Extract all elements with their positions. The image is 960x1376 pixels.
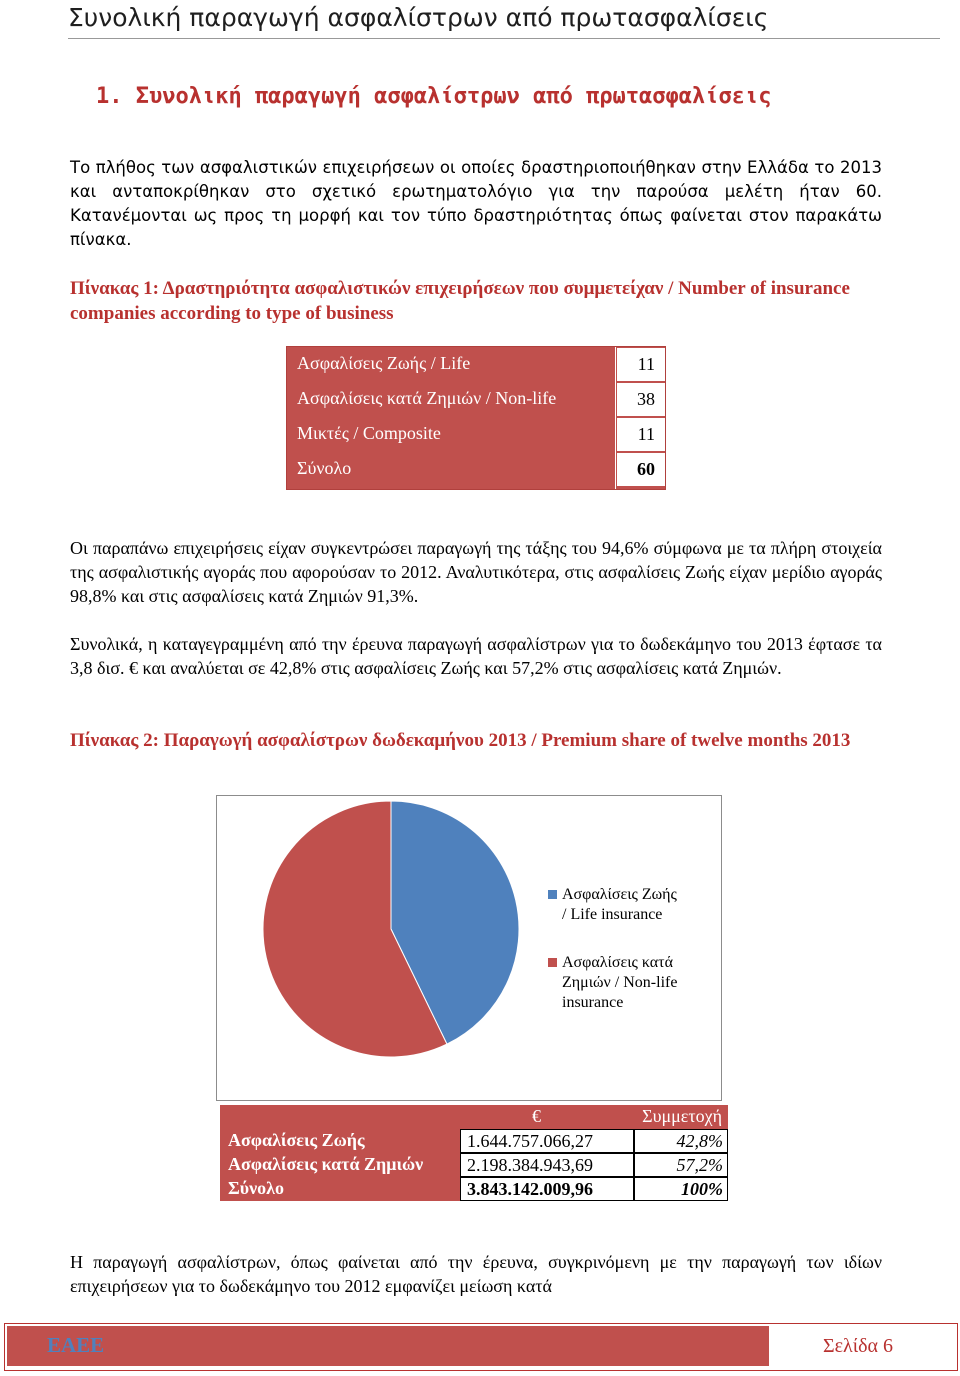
table2-header-currency: € (532, 1106, 541, 1126)
table2-header (220, 1105, 728, 1131)
table2-row-share: 42,8% (676, 1131, 723, 1151)
footer-page-number: Σελίδα 6 (822, 1335, 893, 1357)
footer-brand: ΕΑΕΕ (47, 1333, 105, 1357)
table2-row-share-cell (634, 1153, 728, 1177)
table1-row-label: Μικτές / Composite (297, 423, 441, 443)
table1-total-value: 60 (637, 459, 655, 479)
table1-row (287, 417, 665, 452)
table1-row (287, 382, 665, 417)
table2-total-amount-cell (460, 1177, 634, 1201)
legend-label-nonlife-line2: Ζημιών / Non-life (562, 974, 678, 991)
page-footer (4, 1323, 958, 1371)
table2-row-label: Ασφαλίσεις κατά Ζημιών (228, 1154, 424, 1174)
legend-swatch-nonlife (548, 958, 557, 967)
paragraph-4 (70, 1250, 882, 1298)
table1-total-value-cell (617, 453, 665, 486)
table2-row-amount: 2.198.384.943,69 (467, 1155, 593, 1175)
legend-label-nonlife-line3: insurance (562, 994, 624, 1011)
table1-row-label: Ασφαλίσεις Ζωής / Life (297, 353, 471, 373)
legend-label-life-line2: / Life insurance (562, 906, 663, 923)
table2-total-row (220, 1177, 728, 1201)
table1-caption: Πίνακας 1: Δραστηριότητα ασφαλιστικών επιχειρήσεων που συμμετείχαν / Number of insurance companies according to type of business (70, 278, 850, 324)
table2-caption: Πίνακας 2: Παραγωγή ασφαλίστρων δωδεκαμήνου 2013 / Premium share of twelve months 2013 (70, 730, 851, 751)
table2-row-amount-cell (460, 1129, 634, 1153)
chart-legend (548, 885, 718, 1041)
table2-row-amount-cell (460, 1153, 634, 1177)
table1-total-label: Σύνολο (297, 458, 352, 478)
paragraph-2-text: Οι παραπάνω επιχειρήσεις είχαν συγκεντρώσει παραγωγή της τάξης του 94,6% σύμφωνα με τα πλήρη στοιχεία της ασφαλιστικής αγοράς που αφορούσαν το 2012. Αναλυτικότερα, στις ασφαλίσεις Ζωής είχαν μερίδιο αγοράς 98,8% και στις ασφαλίσεις κατά Ζημιών 91,3%. (70, 538, 882, 606)
paragraph-3 (70, 632, 882, 680)
legend-swatch-life (548, 890, 557, 899)
legend-item-nonlife (548, 953, 718, 1013)
running-header (68, 2, 940, 39)
table1-row (287, 347, 665, 382)
intro-text: Το πλήθος των ασφαλιστικών επιχειρήσεων οι οποίες δραστηριοποιήθηκαν στην Ελλάδα το 2013 και ανταποκρίθηκαν στο σχετικό ερωτηματολόγιο για την παρούσα μελέτη ήταν 60. Κατανέμονται ως προς τη μορφή και τον τύπο δραστηριότητας όπως φαίνεται στον παρακάτω πίνακα. (70, 158, 882, 249)
table2-row-share: 57,2% (676, 1155, 723, 1175)
legend-item-life (548, 885, 718, 925)
legend-label-nonlife-line1: Ασφαλίσεις κατά (562, 954, 673, 971)
table2-row-share-cell (634, 1129, 728, 1153)
table2-total-share-cell (634, 1177, 728, 1201)
intro-paragraph (70, 156, 882, 252)
table1-row-value: 11 (637, 354, 655, 374)
table1-row-value: 11 (637, 424, 655, 444)
paragraph-4-text: Η παραγωγή ασφαλίστρων, όπως φαίνεται από την έρευνα, συγκρινόμενη με την παραγωγή των ιδίων επιχειρήσεων για το δωδεκάμηνο του 2012 εμφανίζει μείωση κατά (70, 1252, 882, 1296)
table1-row-value-cell (617, 418, 665, 451)
table2-row-amount: 1.644.757.066,27 (467, 1131, 593, 1151)
table2-total-label: Σύνολο (228, 1178, 284, 1198)
footer-right-band (771, 1326, 953, 1366)
table2-header-share: Συμμετοχή (642, 1106, 722, 1126)
table1 (286, 346, 666, 490)
table1-row-label: Ασφαλίσεις κατά Ζημιών / Non-life (297, 388, 557, 408)
footer-left-band (7, 1326, 769, 1366)
table1-row-value: 38 (637, 389, 655, 409)
running-header-title: Συνολική παραγωγή ασφαλίστρων από πρωτασφαλίσεις (68, 3, 769, 32)
section-heading: 1. Συνολική παραγωγή ασφαλίστρων από πρωτασφαλίσεις (96, 84, 772, 109)
paragraph-3-text: Συνολικά, η καταγεγραμμένη από την έρευνα παραγωγή ασφαλίστρων για το δωδεκάμηνο του 2013 έφτασε τα 3,8 δισ. € και αναλύεται σε 42,8% στις ασφαλίσεις Ζωής και 57,2% στις ασφαλίσεις κατά Ζημιών. (70, 634, 882, 678)
table2 (220, 1105, 728, 1203)
table2-row-label: Ασφαλίσεις Ζωής (228, 1130, 365, 1150)
table1-total-row (287, 452, 665, 487)
table2-total-amount: 3.843.142.009,96 (467, 1179, 593, 1199)
table2-row (220, 1153, 728, 1177)
table2-row (220, 1129, 728, 1153)
table2-total-share: 100% (681, 1179, 723, 1199)
table1-row-value-cell (617, 383, 665, 416)
table1-row-value-cell (617, 348, 665, 381)
legend-label-life-line1: Ασφαλίσεις Ζωής (562, 886, 677, 903)
paragraph-2 (70, 536, 882, 608)
